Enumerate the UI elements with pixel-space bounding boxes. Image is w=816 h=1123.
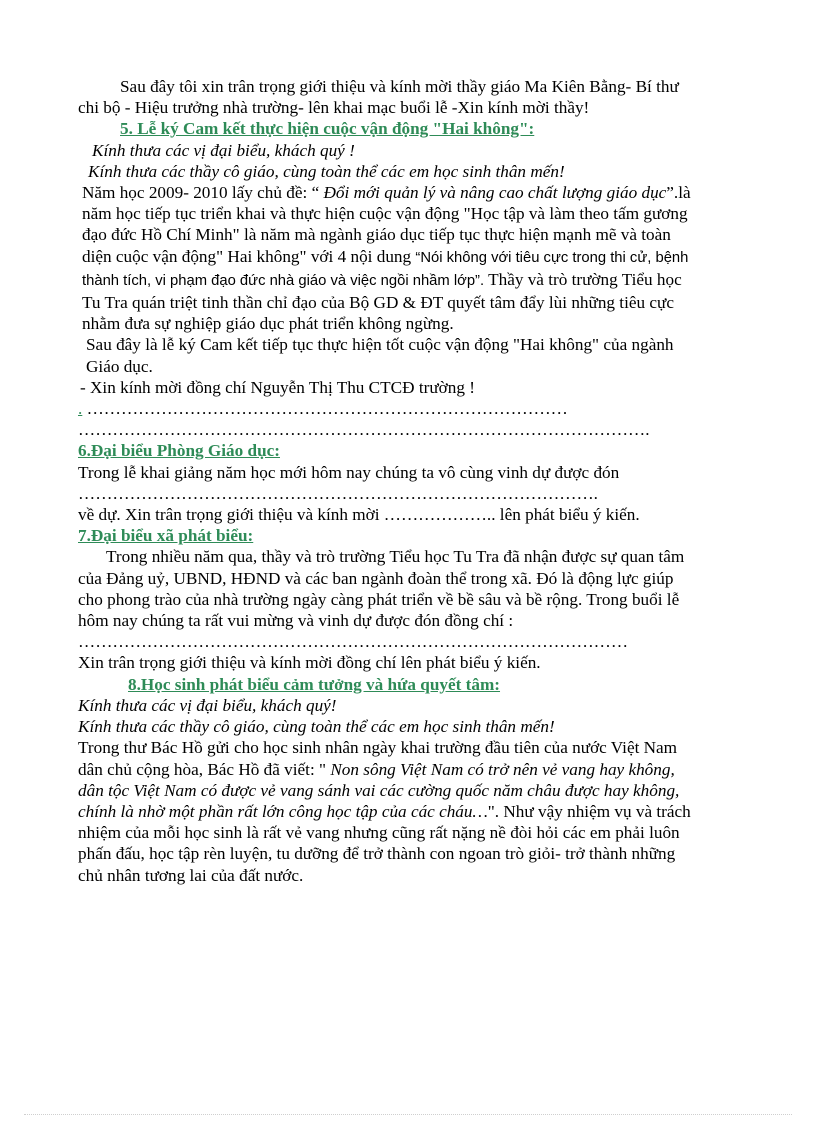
section5-paragraph1 xyxy=(78,182,696,334)
intro-paragraph: Sau đây tôi xin trân trọng giới thiệu và kính mời thầy giáo Ma Kiên Bằng- Bí thư chi bộ - Hiệu trưởng nhà trường- lên khai mạc buổi lễ -Xin kính mời thầy! xyxy=(78,77,679,118)
document-page xyxy=(78,76,696,886)
section7-line: Xin trân trọng giới thiệu và kính mời đồng chí lên phát biểu ý kiến. xyxy=(78,653,541,673)
section5-invite: - Xin kính mời đồng chí Nguyễn Thị Thu CTCĐ trường ! xyxy=(80,377,475,397)
section6-dots: ………………………………………………………………………………. xyxy=(78,483,598,503)
section5-greeting1: Kính thưa các vị đại biểu, khách quý ! xyxy=(92,140,355,160)
section7-dots: …………………………………………………………………………………… xyxy=(78,632,628,652)
section5-para1-sans: “Nói không với tiêu cực trong thi cử, bệnh thành tích, vi phạm đạo đức nhà giáo và việc ngồi nhầm lớp”. xyxy=(82,249,689,289)
section8-para-end: ". Như vậy nhiệm vụ và trách nhiệm của mỗi học sinh là rất vẻ vang nhưng cũng rất nặng nề đòi hỏi các em phải luôn phấn đấu, học tập rèn luyện, tu dưỡng để trở thành con ngoan trò giỏi- trở thành những chủ nhân tương lai của đất nước. xyxy=(78,801,691,885)
section5-heading: 5. Lễ ký Cam kết thực hiện cuộc vận động "Hai không": xyxy=(120,119,535,139)
section8-greeting2: Kính thưa các thầy cô giáo, cùng toàn thể các em học sinh thân mến! xyxy=(78,717,555,737)
section5-dots-mark: . xyxy=(78,399,83,419)
section8-paragraph xyxy=(78,737,696,885)
section5-dots-line2: ………………………………………………………………………………………. xyxy=(78,420,650,440)
section5-greeting2: Kính thưa các thầy cô giáo, cùng toàn thể các em học sinh thân mến! xyxy=(88,161,565,181)
section5-dots-line1: . ………………………………………………………………………… xyxy=(78,399,568,419)
page-bottom-divider xyxy=(24,1114,792,1115)
section7-paragraph: Trong nhiều năm qua, thầy và trò trường Tiểu học Tu Tra đã nhận được sự quan tâm của Đảng uỷ, UBND, HĐND và các ban ngành đoàn thể trong xã. Đó là động lực giúp cho phong trào của nhà trường ngày càng phát triển về bề sâu và bề rộng. Trong buổi lễ hôm nay chúng ta rất vui mừng và vinh dự được đón đồng chí : xyxy=(78,547,685,631)
section5-para1-italic: Đổi mới quản lý và nâng cao chất lượng giáo dục xyxy=(323,183,667,203)
section5-para1-mid: ”.là năm học tiếp tục triển khai và thực hiện cuộc vận động "Học tập và làm theo tấm gương đạo đức Hồ Chí Minh" là năm mà ngành giáo dục tiếp tục thực hiện mạnh mẽ và toàn diện cuộc vận động" Hai không" với 4 nội dung xyxy=(82,183,691,266)
section6-line2: về dự. Xin trân trọng giới thiệu và kính mời ……………….. lên phát biểu ý kiến. xyxy=(78,505,640,525)
section8-heading: 8.Học sinh phát biểu cảm tưởng và hứa quyết tâm: xyxy=(128,674,501,694)
section8-greeting1: Kính thưa các vị đại biểu, khách quý! xyxy=(78,695,337,715)
section5-para1-start: Năm học 2009- 2010 lấy chủ đề: “ xyxy=(82,183,324,203)
section8-para-start: Trong thư Bác Hồ gửi cho học sinh nhân ngày khai trường đầu tiên của nước Việt Nam dân chủ cộng hòa, Bác Hồ đã viết: " xyxy=(78,738,678,779)
section5-para1-end: Thầy và trò trường Tiểu học Tu Tra quán triệt tinh thần chỉ đạo của Bộ GD & ĐT quyết tâm đẩy lùi những tiêu cực nhằm đưa sự nghiệp giáo dục phát triển không ngừng. xyxy=(82,269,682,334)
section6-line1: Trong lễ khai giảng năm học mới hôm nay chúng ta vô cùng vinh dự được đón xyxy=(78,462,620,482)
section8-para-quote: Non sông Việt Nam có trở nên vẻ vang hay không, dân tộc Việt Nam có được vẻ vang sánh vai các cường quốc năm châu được hay không, chính là nhờ một phần rất lớn công học tập của các cháu… xyxy=(78,759,680,821)
section5-paragraph2: Sau đây là lễ ký Cam kết tiếp tục thực hiện tốt cuộc vận động "Hai không" của ngành Giáo dục. xyxy=(86,335,674,376)
section7-heading: 7.Đại biểu xã phát biểu: xyxy=(78,526,254,546)
section6-heading: 6.Đại biểu Phòng Giáo dục: xyxy=(78,441,280,461)
